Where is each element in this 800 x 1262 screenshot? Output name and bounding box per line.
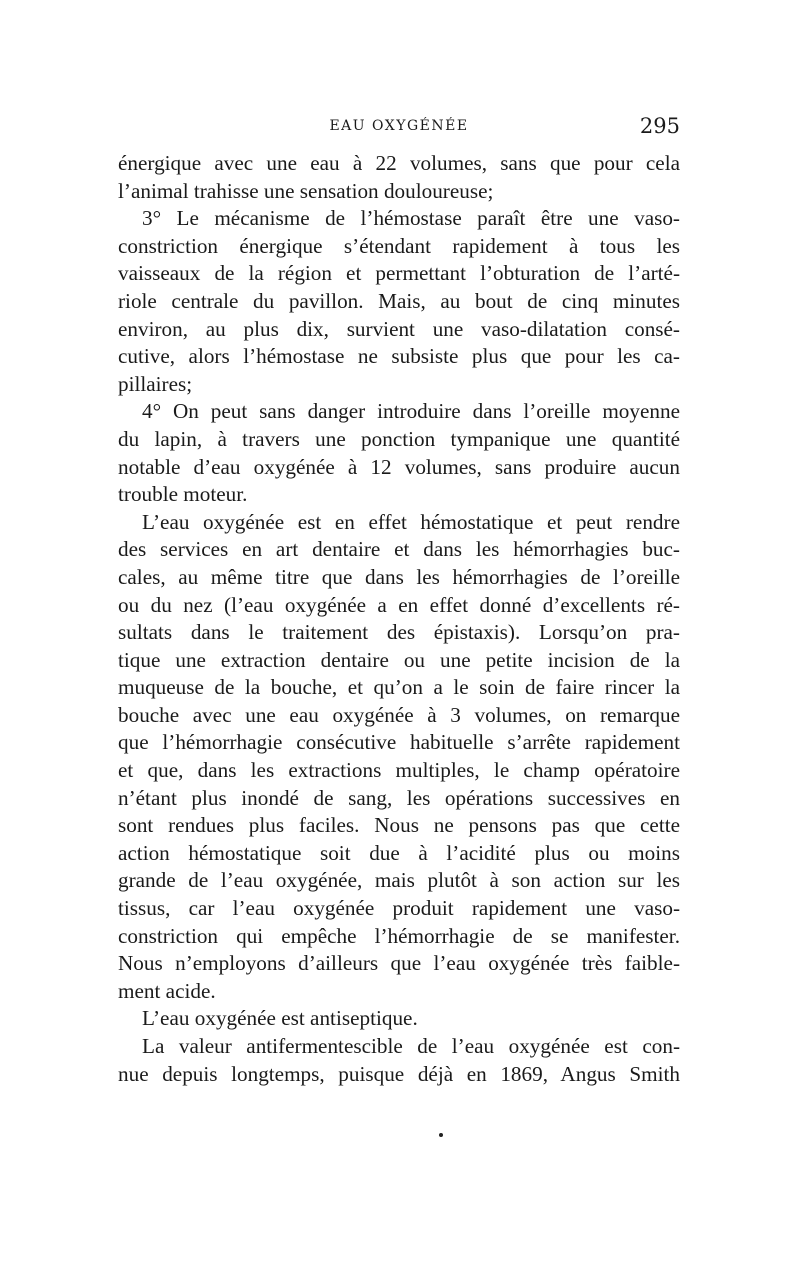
speck-mark: [439, 1133, 443, 1137]
text-line: constriction énergique s’étendant rapidement à tous les: [118, 233, 680, 258]
text-line: environ, au plus dix, survient une vaso-dilatation consé-: [118, 316, 680, 341]
text-line: vaisseaux de la région et permettant l’obturation de l’arté-: [118, 261, 680, 286]
page-number: 295: [639, 114, 680, 138]
text-line: tique une extraction dentaire ou une petite incision de la: [118, 647, 680, 672]
text-line: et que, dans les extractions multiples, le champ opératoire: [118, 758, 680, 783]
text-line: énergique avec une eau à 22 volumes, sans que pour cela: [118, 151, 680, 175]
text-line: constriction qui empêche l’hémorrhagie de se manifester.: [118, 923, 680, 948]
text-line: La valeur antifermentescible de l’eau oxygénée est con-: [142, 1034, 680, 1058]
text-line: Nous n’employons d’ailleurs que l’eau oxygénée très faible-: [118, 951, 680, 976]
text-line: sont rendues plus faciles. Nous ne pensons pas que cette: [118, 813, 680, 838]
text-line: 4° On peut sans danger introduire dans l’oreille moyenne: [142, 399, 680, 424]
running-head: [118, 114, 680, 142]
text-line: L’eau oxygénée est en effet hémostatique et peut rendre: [142, 509, 680, 534]
text-line: ment acide.: [118, 978, 216, 1003]
text-line: bouche avec une eau oxygénée à 3 volumes, on remarque: [118, 702, 680, 727]
text-line: 3° Le mécanisme de l’hémostase paraît être une vaso-: [142, 206, 680, 231]
text-line: riole centrale du pavillon. Mais, au bout de cinq minutes: [118, 288, 680, 313]
text-line: l’animal trahisse une sensation douloureuse;: [118, 178, 494, 203]
text-line: muqueuse de la bouche, et qu’on a le soin de faire rincer la: [118, 675, 680, 700]
running-title: EAU OXYGÉNÉE: [329, 118, 469, 134]
text-line: trouble moteur.: [118, 482, 248, 507]
text-line: grande de l’eau oxygénée, mais plutôt à son action sur les: [118, 868, 680, 893]
text-line: action hémostatique soit due à l’acidité plus ou moins: [118, 840, 680, 865]
text-line: nue depuis longtemps, puisque déjà en 1869, Angus Smith: [118, 1061, 680, 1086]
text-line: L’eau oxygénée est antiseptique.: [142, 1006, 418, 1031]
body-text: [118, 150, 680, 1088]
text-line: des services en art dentaire et dans les hémorrhagies buc-: [118, 537, 680, 562]
text-line: sultats dans le traitement des épistaxis). Lorsqu’on pra-: [118, 620, 680, 645]
text-line: cutive, alors l’hémostase ne subsiste plus que pour les ca-: [118, 344, 680, 369]
text-line: tissus, car l’eau oxygénée produit rapidement une vaso-: [118, 896, 680, 921]
text-line: cales, au même titre que dans les hémorrhagies de l’oreille: [118, 564, 680, 589]
text-line: du lapin, à travers une ponction tympanique une quantité: [118, 426, 680, 451]
text-line: notable d’eau oxygénée à 12 volumes, sans produire aucun: [118, 454, 680, 479]
text-line: n’étant plus inondé de sang, les opérations successives en: [118, 785, 680, 810]
text-line: ou du nez (l’eau oxygénée a en effet donné d’excellents ré-: [118, 592, 680, 617]
text-line: que l’hémorrhagie consécutive habituelle s’arrête rapidement: [118, 730, 680, 755]
text-line: pillaires;: [118, 371, 193, 396]
